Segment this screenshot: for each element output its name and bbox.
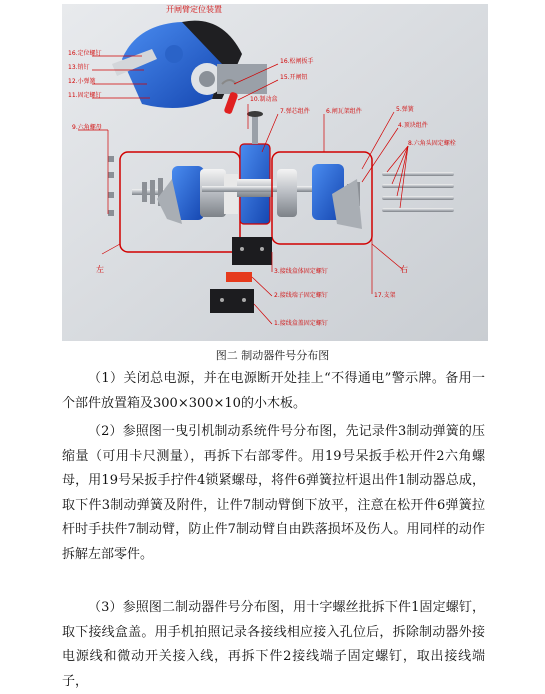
- callout-17-bracket: 17.支架: [374, 292, 396, 299]
- callout-13-pin: 13.销钉: [68, 64, 90, 71]
- callout-11-fixing-screw: 11.固定螺钉: [68, 92, 102, 99]
- paragraph-step-2: （2）参照图一曳引机制动系统件号分布图，先记录件3制动弹簧的压缩量（可用卡尺测量），再拆下右部零件。用19号呆扳手松开件2六角螺母，用19号呆扳手拧件4锁紧螺母，将件6弹簧拉杆退出件1制动器总成，取下件3制动弹簧及附件，让件7制动臂倒下放平，注意在松开件6弹簧拉杆时手扶件7制动臂，防止件7制动臂自由跌落损坏及伤人。用同样的动作拆解左部零件。: [62, 424, 485, 562]
- figure-title: 开闸臂定位装置: [166, 5, 222, 14]
- callout-4-push-block: 4.顶块组件: [398, 122, 428, 129]
- label-right: 右: [400, 265, 408, 274]
- paragraph-step-1: （1）关闭总电源，并在电源断开处挂上“不得通电”警示牌。备用一个部件放置箱及300×300×10的小木板。: [62, 371, 485, 411]
- exploded-view-illustration: [62, 4, 488, 341]
- callout-16-positioning-screw: 16.定位螺钉: [68, 50, 102, 57]
- callout-12-small-spring: 12.小弹簧: [68, 78, 96, 85]
- callout-6-shoe-frame-assembly: 6.闸瓦架组件: [326, 108, 362, 115]
- callout-3-box-screw: 3.接线盒体固定螺钉: [274, 268, 328, 275]
- callout-10-brake-box: 10.制动盒: [250, 96, 278, 103]
- callout-16-release-wrench: 16.松闸扳手: [280, 58, 314, 65]
- brake-parts-diagram: [62, 4, 488, 341]
- callout-1-cover-screw: 1.接线盒盖固定螺钉: [274, 320, 328, 327]
- callout-8-hex-bolt: 8.六角头固定螺栓: [408, 140, 456, 147]
- label-left: 左: [96, 265, 104, 274]
- callout-2-terminal-screw: 2.接线端子固定螺钉: [274, 292, 328, 299]
- paragraph-step-3: （3）参照图二制动器件号分布图，用十字螺丝批拆下件1固定螺钉，取下接线盒盖。用手机拍照记录各接线相应接入孔位后，拆除制动器外接电源线和微动开关接入线，再拆下件2接线端子固定螺钉，取出接线端子，: [62, 600, 485, 689]
- callout-15-release-knob: 15.开闸钮: [280, 74, 308, 81]
- figure-caption: 图二 制动器件号分布图: [215, 349, 330, 362]
- callout-9-hex-nut: 9.六角螺母: [72, 124, 102, 131]
- callout-7-core-assembly: 7.弹芯组件: [280, 108, 310, 115]
- callout-5-spring: 5.弹簧: [396, 106, 414, 113]
